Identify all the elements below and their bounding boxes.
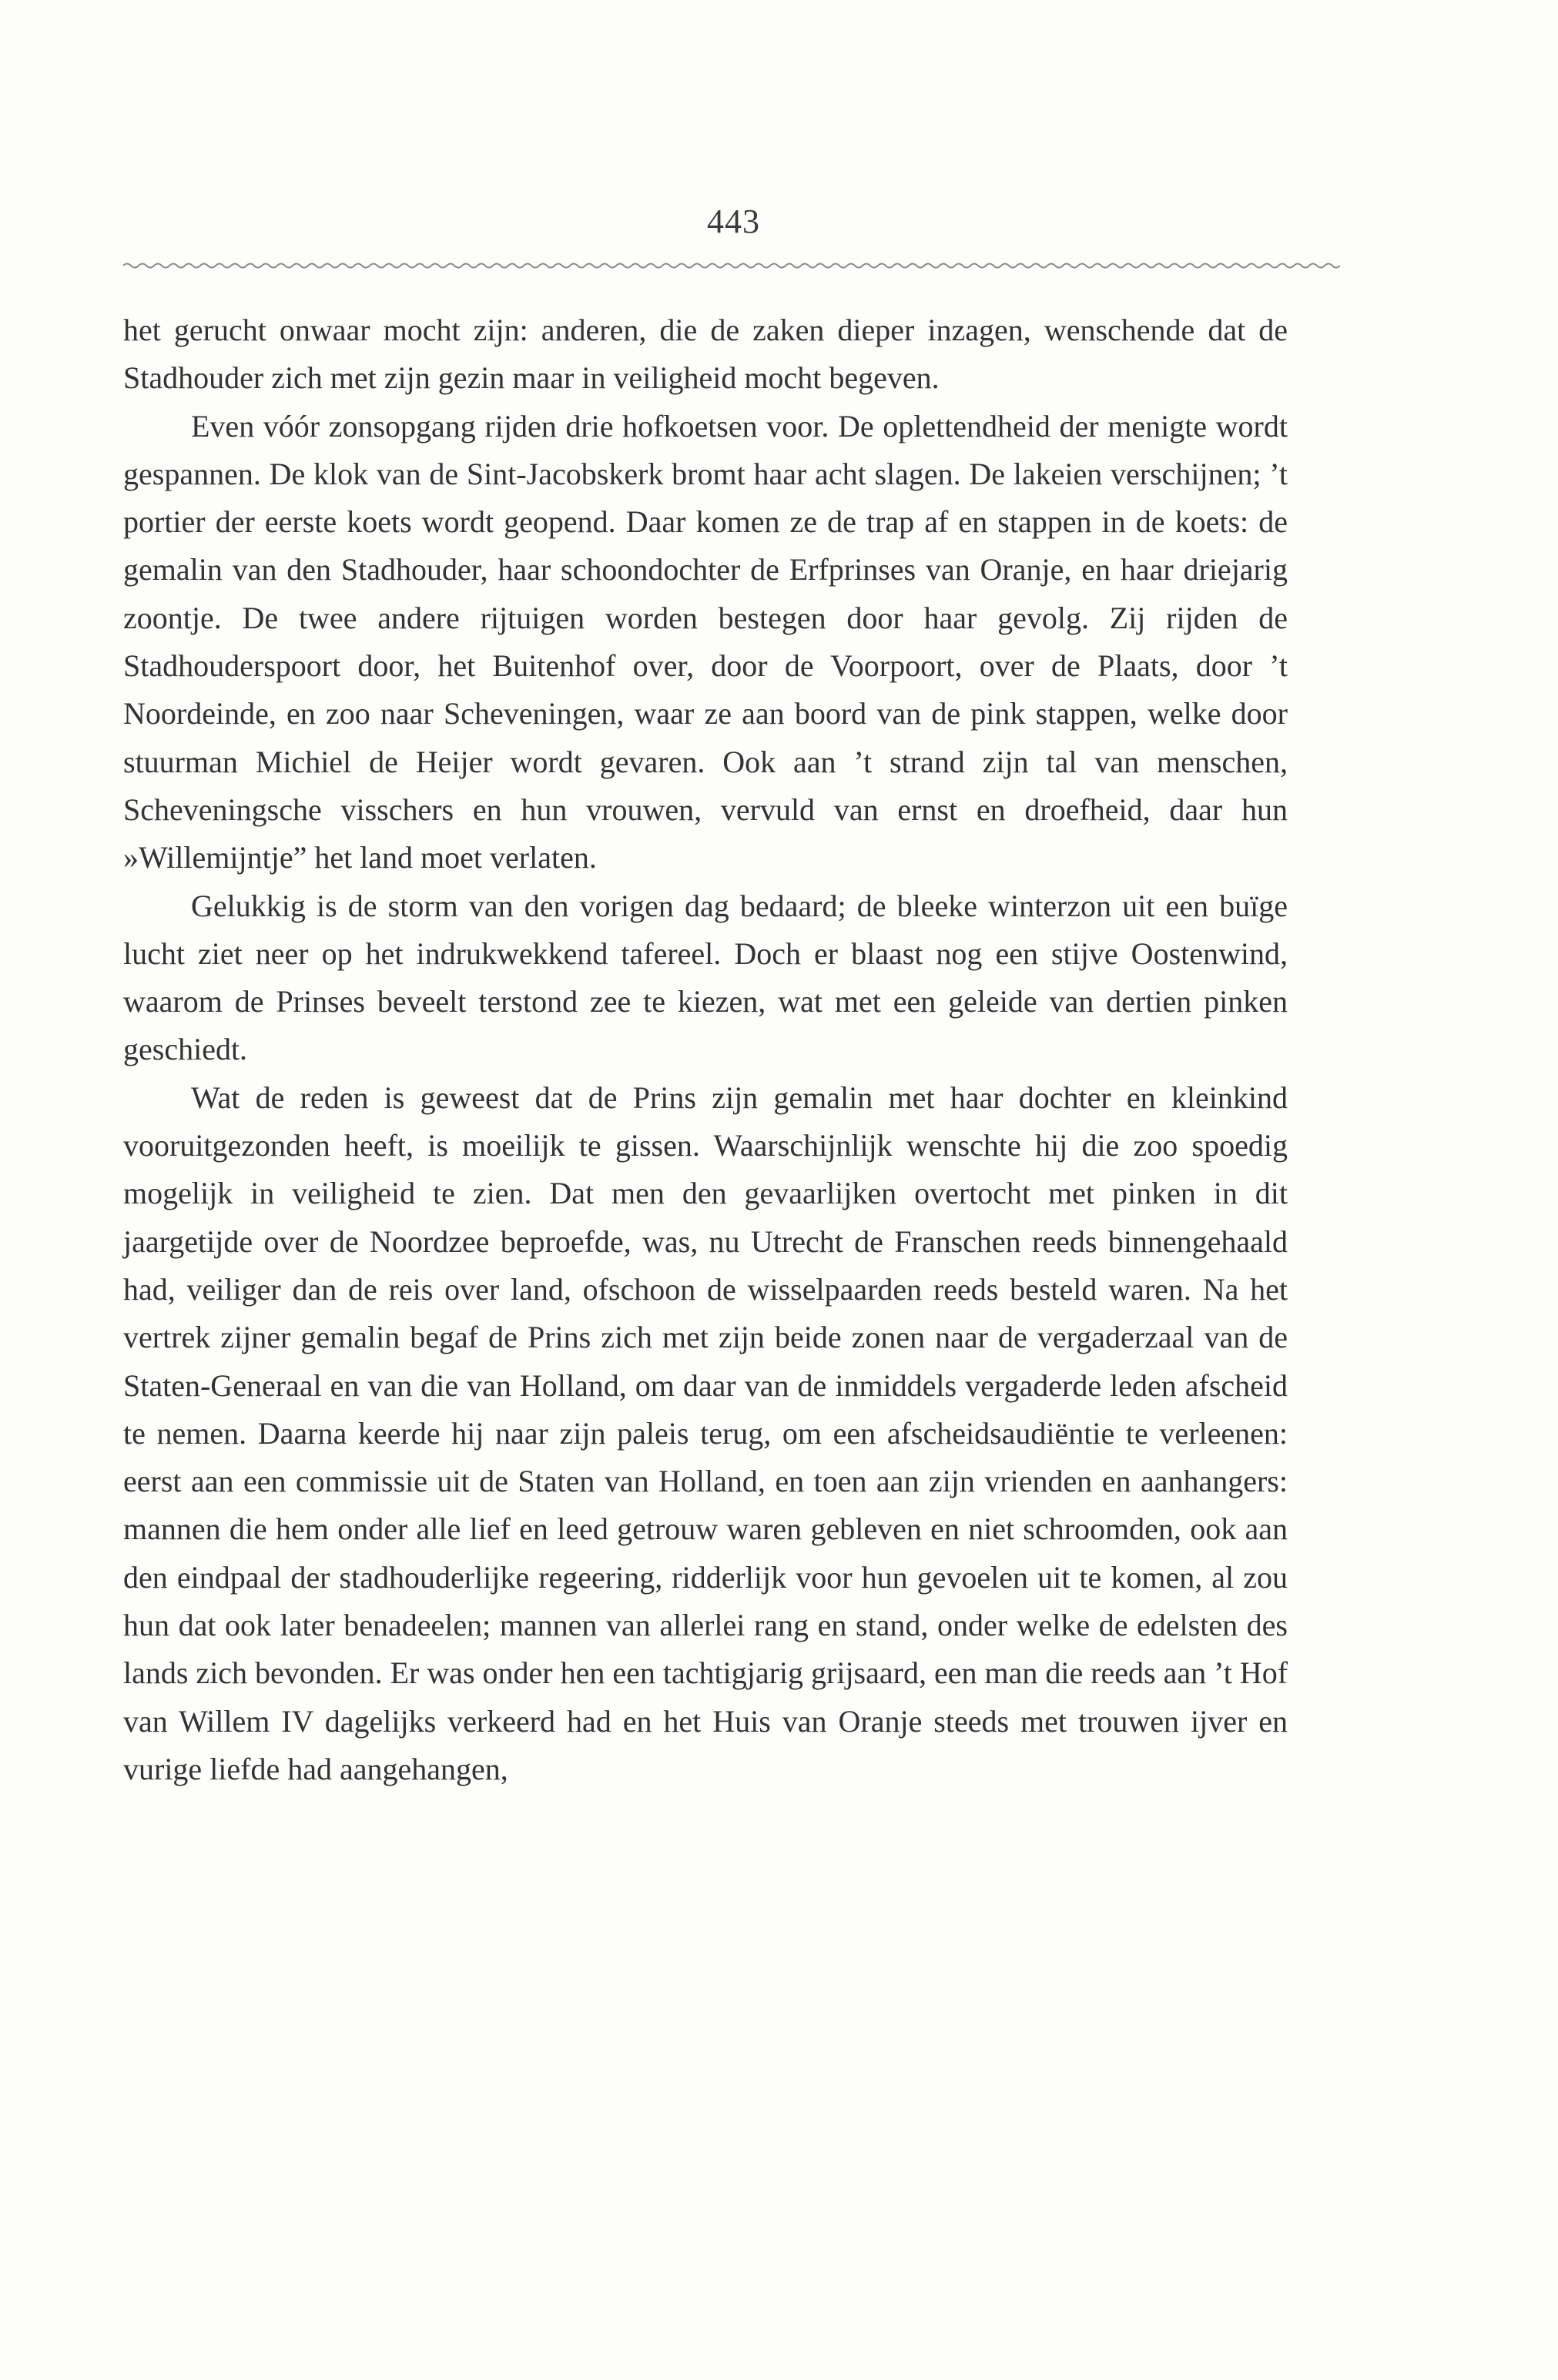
paragraph-reasons: Wat de reden is geweest dat de Prins zijn gemalin met haar dochter en kleinkind vooruitgezonden heeft, is moeilijk te gissen. Waarschijnlijk wenschte hij die zoo spoedig mogelijk in veiligheid te zien. Dat men den gevaarlijken overtocht met pinken in dit jaargetijde over de Noordzee beproefde, was, nu Utrecht de Franschen reeds binnengehaald had, veiliger dan de reis over land, ofschoon de wisselpaarden reeds besteld waren. Na het vertrek zijner gemalin begaf de Prins zich met zijn beide zonen naar de vergaderzaal van de Staten-Generaal en van die van Holland, om daar van de inmiddels vergaderde leden afscheid te nemen. Daarna keerde hij naar zijn paleis terug, om een afscheidsaudiëntie te verleenen: eerst aan een commissie uit de Staten van Holland, en toen aan zijn vrienden en aanhangers: mannen die hem onder alle lief en leed getrouw waren gebleven en niet schroomden, ook aan den eindpaal der stadhouderlijke regeering, ridderlijk voor hun gevoelen uit te komen, al zou hun dat ook later benadeelen; mannen van allerlei rang en stand, onder welke de edelsten des lands zich bevonden. Er was onder hen een tachtigjarig grijsaard, een man die reeds aan ’t Hof van Willem IV dagelijks verkeerd had en het Huis van Oranje steeds met trouwen ijver en vurige liefde had aangehangen, bbox=[123, 1080, 1288, 1786]
body-text bbox=[123, 306, 1288, 1793]
paragraph-weather: Gelukkig is de storm van den vorigen dag bedaard; de bleeke winterzon uit een buïge lucht ziet neer op het indrukwekkend tafereel. Doch er blaast nog een stijve Oostenwind, waarom de Prinses beveelt terstond zee te kiezen, wat met een geleide van dertien pinken geschiedt. bbox=[123, 888, 1288, 1067]
wavy-rule-divider bbox=[123, 260, 1340, 271]
paragraph-continuation: het gerucht onwaar mocht zijn: anderen, die de zaken dieper inzagen, wenschende dat de Stadhouder zich met zijn gezin maar in veiligheid mocht begeven. bbox=[123, 313, 1288, 396]
page-number: 443 bbox=[707, 203, 760, 240]
paragraph-departure: Even vóór zonsopgang rijden drie hofkoetsen voor. De oplettendheid der menigte wordt gespannen. De klok van de Sint-Jacobskerk bromt haar acht slagen. De lakeien verschijnen; ’t portier der eerste koets wordt geopend. Daar komen ze de trap af en stappen in de koets: de gemalin van den Stadhouder, haar schoondochter de Erfprinses van Oranje, en haar driejarig zoontje. De twee andere rijtuigen worden bestegen door haar gevolg. Zij rijden de Stadhouderspoort door, het Buitenhof over, door de Voorpoort, over de Plaats, door ’t Noordeinde, en zoo naar Scheveningen, waar ze aan boord van de pink stappen, welke door stuurman Michiel de Heijer wordt gevaren. Ook aan ’t strand zijn tal van menschen, Scheveningsche visschers en hun vrouwen, vervuld van ernst en droefheid, daar hun »Willemijntje” het land moet verlaten. bbox=[123, 408, 1288, 875]
